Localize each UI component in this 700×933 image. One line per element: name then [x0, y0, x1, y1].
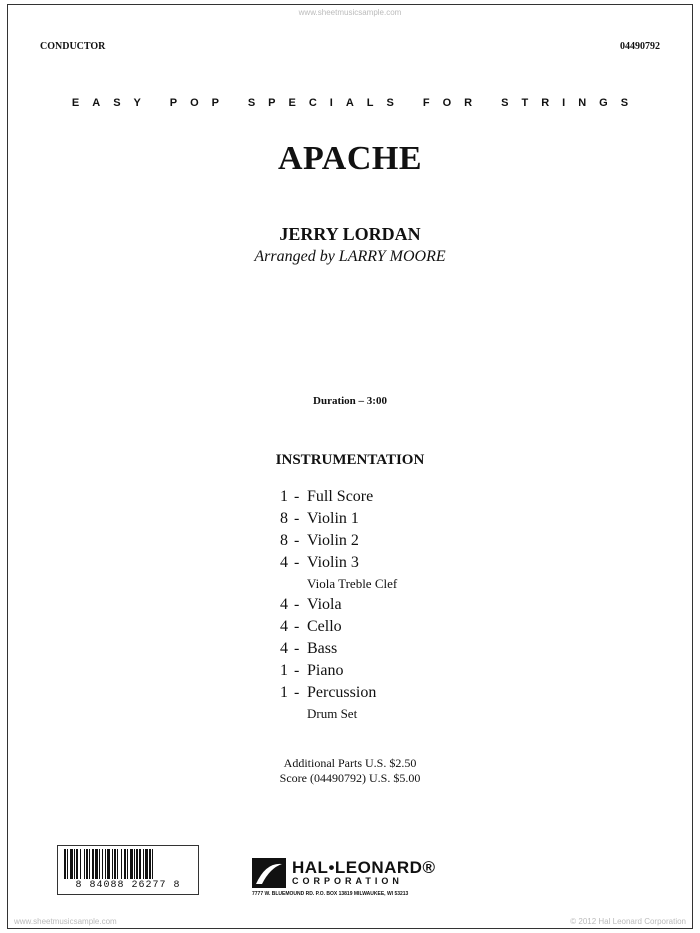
bottom-left-watermark: www.sheetmusicsample.com: [14, 917, 117, 926]
barcode-bar: [92, 849, 94, 879]
barcode-bar: [67, 849, 68, 879]
publisher-corporation: CORPORATION: [292, 876, 403, 886]
barcode-bar: [105, 849, 106, 879]
instrument-name: Viola: [307, 596, 342, 613]
additional-parts-price: Additional Parts U.S. $2.50: [283, 756, 417, 770]
instrument-note: Drum Set: [307, 706, 358, 721]
instrument-qty: 4: [280, 596, 288, 613]
header-part-label: CONDUCTOR: [40, 41, 106, 52]
instrument-qty: 1: [280, 684, 288, 701]
instrument-name: Bass: [307, 640, 338, 657]
instrument-qty: 4: [280, 640, 288, 657]
barcode: [57, 845, 199, 895]
instrument-name: Full Score: [307, 488, 374, 505]
instrument-name: Piano: [307, 662, 344, 679]
song-title: APACHE: [277, 140, 423, 177]
instrument-row: 4 - Violin 3: [280, 552, 397, 574]
barcode-bar: [149, 849, 151, 879]
instrument-name: Cello: [307, 618, 342, 635]
barcode-bar: [114, 849, 116, 879]
instrument-note: Viola Treble Clef: [307, 576, 398, 591]
duration: Duration – 3:00: [313, 395, 387, 407]
publisher-address: 7777 W. BLUEMOUND RD. P.O. BOX 13819 MILWAUKEE, WI 53213: [252, 891, 409, 897]
instrument-qty: 4: [280, 554, 288, 571]
instrument-row: 1 - Full Score: [280, 486, 397, 508]
barcode-bar: [117, 849, 118, 879]
instrument-row: 8 - Violin 2: [280, 530, 397, 552]
barcode-bar: [107, 849, 110, 879]
instrument-row: 4 - Cello: [280, 616, 397, 638]
barcode-bar: [152, 849, 153, 879]
barcode-bar: [84, 849, 85, 879]
instrumentation-heading: INSTRUMENTATION: [275, 452, 425, 468]
barcode-bar: [89, 849, 90, 879]
barcode-bar: [99, 849, 100, 879]
instrument-row: 4 - Bass: [280, 638, 397, 660]
barcode-bar: [70, 849, 73, 879]
composer: JERRY LORDAN: [279, 224, 421, 244]
barcode-bar: [112, 849, 113, 879]
header-catalog-number: 04490792: [620, 41, 660, 52]
series-title: EASY POP SPECIALS FOR STRINGS: [71, 97, 642, 109]
barcode-bar: [127, 849, 128, 879]
hal-leonard-logo-mark: [252, 858, 286, 888]
barcode-bar: [74, 849, 75, 879]
barcode-bar: [102, 849, 103, 879]
barcode-bar: [86, 849, 88, 879]
instrument-row: 1 - Piano: [280, 660, 397, 682]
instrument-qty: 8: [280, 532, 288, 549]
arranger: Arranged by LARRY MOORE: [254, 248, 446, 265]
barcode-bar: [143, 849, 144, 879]
instrument-name: Violin 3: [307, 554, 359, 571]
barcode-bar: [124, 849, 126, 879]
top-watermark: www.sheetmusicsample.com: [298, 8, 402, 17]
instrument-qty: 1: [280, 662, 288, 679]
barcode-bar: [134, 849, 135, 879]
instrument-row: 8 - Violin 1: [280, 508, 397, 530]
barcode-bars: [62, 849, 194, 879]
publisher-logo: [252, 858, 462, 898]
barcode-bar: [145, 849, 148, 879]
instrument-row: 1 - Percussion: [280, 682, 397, 704]
barcode-bar: [121, 849, 122, 879]
barcode-bar: [95, 849, 98, 879]
instrument-name: Violin 1: [307, 510, 359, 527]
barcode-bar: [76, 849, 78, 879]
instrumentation-list: [280, 486, 397, 724]
score-price: Score (04490792) U.S. $5.00: [279, 771, 421, 785]
instrument-qty: 4: [280, 618, 288, 635]
barcode-bar: [64, 849, 66, 879]
instrument-row: 4 - Viola: [280, 594, 397, 616]
instrument-qty: 8: [280, 510, 288, 527]
publisher-name: HAL•LEONARD®: [292, 858, 436, 877]
barcode-bar: [130, 849, 133, 879]
instrument-name: Percussion: [307, 684, 377, 701]
barcode-bar: [136, 849, 138, 879]
barcode-bar: [80, 849, 81, 879]
bottom-right-watermark: © 2012 Hal Leonard Corporation: [570, 917, 686, 926]
pricing: [0, 756, 700, 786]
instrument-name: Violin 2: [307, 532, 359, 549]
instrument-qty: 1: [280, 488, 288, 505]
barcode-bar: [139, 849, 141, 879]
barcode-digits: 8 84088 26277 8: [75, 880, 181, 891]
